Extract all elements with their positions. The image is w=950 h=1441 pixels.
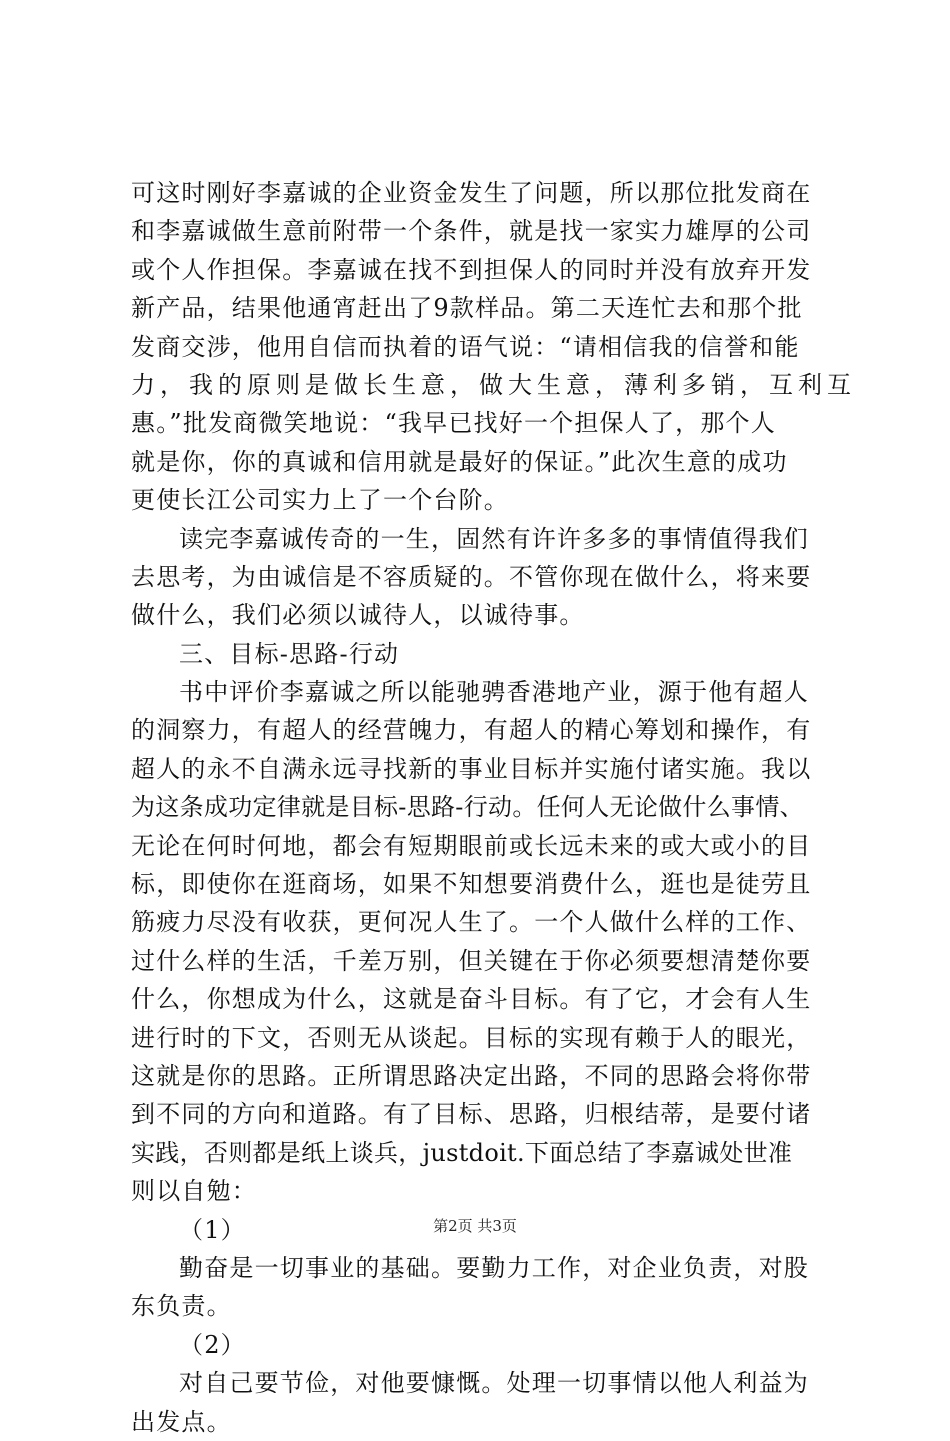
text-line: 为这条成功定律就是目标-思路-行动。任何人无论做什么事情、 (131, 793, 804, 822)
paragraph-start-line: 勤奋是一切事业的基础。要勤力工作，对企业负责，对股 (179, 1253, 809, 1282)
text-line: 东负责。 (131, 1292, 232, 1321)
text-line: 去思考，为由诚信是不容质疑的。不管你现在做什么，将来要 (131, 562, 812, 591)
text-line: 这就是你的思路。正所谓思路决定出路，不同的思路会将你带 (131, 1061, 812, 1090)
text-line: 实践，否则都是纸上谈兵，justdoit.下面总结了李嘉诚处世准 (131, 1138, 793, 1167)
text-line: 则以自勉： (131, 1177, 257, 1206)
list-number: （2） (179, 1330, 246, 1359)
text-line: 就是你，你的真诚和信用就是最好的保证。”此次生意的成功 (131, 447, 788, 476)
text-line: 出发点。 (131, 1407, 232, 1436)
page-footer: 第2页 共3页 (433, 1217, 517, 1235)
paragraph-start-line: 书中评价李嘉诚之所以能驰骋香港地产业，源于他有超人 (179, 678, 809, 707)
text-line: 力，我的原则是做长生意，做大生意，薄利多销，互利互 (131, 370, 856, 399)
text-line: 过什么样的生活，千差万别，但关键在于你必须要想清楚你要 (131, 946, 812, 975)
text-line: 筋疲力尽没有收获，更何况人生了。一个人做什么样的工作、 (131, 908, 812, 937)
paragraph-start-line: 对自己要节俭，对他要慷慨。处理一切事情以他人利益为 (179, 1369, 809, 1398)
paragraph-start-line: 读完李嘉诚传奇的一生，固然有许许多多的事情值得我们 (179, 524, 809, 553)
text-line: 惠。”批发商微笑地说：“我早已找好一个担保人了，那个人 (131, 409, 776, 438)
body-text (131, 174, 856, 1441)
text-line: 到不同的方向和道路。有了目标、思路，归根结蒂，是要付诸 (131, 1100, 812, 1129)
text-line: 更使长江公司实力上了一个台阶。 (131, 486, 509, 515)
text-line: 无论在何时何地，都会有短期眼前或长远未来的或大或小的目 (131, 831, 812, 860)
text-line: 的洞察力，有超人的经营魄力，有超人的精心筹划和操作，有 (131, 716, 812, 745)
text-line: 做什么，我们必须以诚待人，以诚待事。 (131, 601, 585, 630)
text-line: 什么，你想成为什么，这就是奋斗目标。有了它，才会有人生 (131, 985, 812, 1014)
text-line: 和李嘉诚做生意前附带一个条件，就是找一家实力雄厚的公司 (131, 217, 812, 246)
text-line: 超人的永不自满永远寻找新的事业目标并实施付诸实施。我以 (131, 754, 812, 783)
text-line: 标，即使你在逛商场，如果不知想要消费什么，逛也是徒劳且 (131, 870, 812, 899)
text-line: 新产品，结果他通宵赶出了9款样品。第二天连忙去和那个批 (131, 294, 803, 323)
section-heading: 三、目标-思路-行动 (179, 639, 400, 668)
text-line: 发商交涉，他用自信而执着的语气说：“请相信我的信誉和能 (131, 332, 800, 361)
text-line: 可这时刚好李嘉诚的企业资金发生了问题，所以那位批发商在 (131, 179, 812, 207)
list-number: （1） (179, 1215, 246, 1244)
text-line: 或个人作担保。李嘉诚在找不到担保人的同时并没有放弃开发 (131, 255, 812, 284)
text-line: 进行时的下文，否则无从谈起。目标的实现有赖于人的眼光， (131, 1023, 812, 1052)
